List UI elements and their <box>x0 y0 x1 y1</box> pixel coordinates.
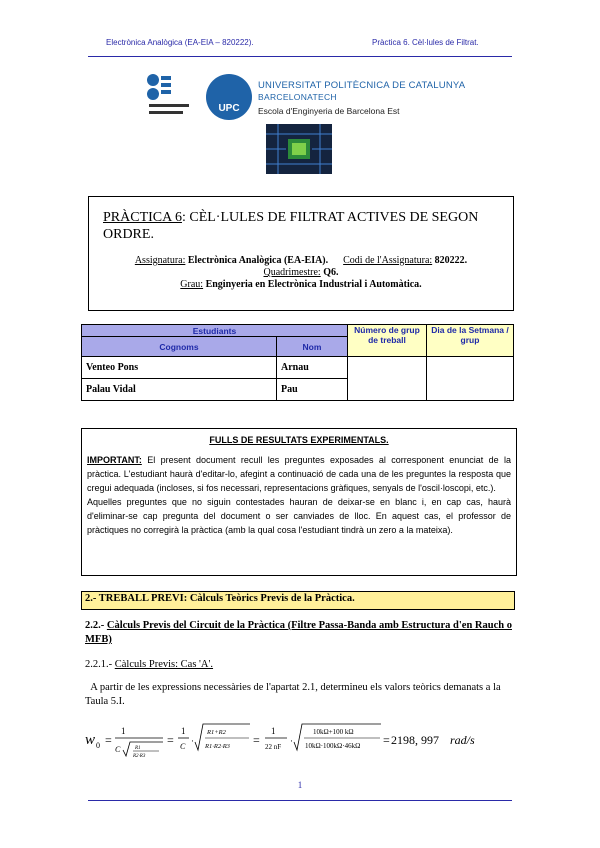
formula-unit: rad/s <box>450 733 475 747</box>
page-number: 1 <box>297 780 303 790</box>
degree-value: Enginyeria en Electrònica Industrial i Automàtica. <box>205 279 422 290</box>
svg-text:=: = <box>253 733 260 747</box>
instruction-paragraph <box>85 681 515 709</box>
omega-formula <box>85 718 515 764</box>
important-text: El present document recull les preguntes exposades al corresponent enunciat de la pràctica. L'estudiant haurà d'editar-lo, afegint a continuació de cada una de les preguntes la resposta que cregui adequada (incloses, si fos necessari, representacions gràfiques, senyals de l'oscil·loscopi, etc.). <box>87 455 511 493</box>
row1-nom: Arnau <box>277 357 348 379</box>
formula-c-b: C <box>180 742 186 751</box>
semester-label: Quadrimestre: <box>263 267 321 278</box>
svg-text:=: = <box>167 733 174 747</box>
formula-one-c: 1 <box>271 726 276 736</box>
formula-sub: 0 <box>96 741 100 750</box>
title-box <box>88 196 514 311</box>
school-name: Escola d'Enginyeria de Barcelona Est <box>258 106 400 116</box>
header-dia: Dia de la Setmana / grup <box>427 325 514 357</box>
results-box <box>81 428 517 576</box>
students-table <box>81 324 514 401</box>
formula-one-a: 1 <box>121 726 126 736</box>
practice-label: PRÀCTICA 6 <box>103 210 182 225</box>
grup-cell[interactable] <box>348 357 427 401</box>
instruction-text: A partir de les expressions necessàries de l'apartat 2.1, determineu els valors teòrics demanats a la Taula 5.I. <box>85 682 501 707</box>
degree-line <box>89 279 513 290</box>
header-cognoms: Cognoms <box>82 337 277 357</box>
subject-value: Electrònica Analògica (EA-EIA). <box>187 255 329 266</box>
results-title: FULLS DE RESULTATS EXPERIMENTALS. <box>209 435 389 445</box>
subsection-title: Càlculs Previs del Circuit de la Pràctica (Filtre Passa-Banda amb Estructura d'en Rauch o MFB) <box>85 620 512 645</box>
subsubsection-title: Càlculs Previs: Cas 'A'. <box>114 659 214 670</box>
practice-title: PRÀCTICA 6: CÈL·LULES DE FILTRAT ACTIVES DE SEGON ORDRE. <box>103 210 479 242</box>
svg-text:·: · <box>290 736 293 746</box>
semester-line <box>89 267 513 278</box>
formula-c-a: C <box>115 745 121 754</box>
svg-text:=: = <box>105 733 112 747</box>
row1-cognoms: Venteo Pons <box>82 357 277 379</box>
formula-den-val: 10kΩ·100kΩ·46kΩ <box>305 742 361 750</box>
formula-r1r2r3: R1·R2·R3 <box>205 743 230 750</box>
university-subname: BARCELONATECH <box>258 92 337 102</box>
subsection-2-2-1 <box>85 659 213 670</box>
footer-rule <box>88 800 512 801</box>
formula-one-b: 1 <box>181 726 186 736</box>
header-rule <box>88 56 512 57</box>
svg-text:=: = <box>383 733 390 747</box>
svg-text:R2·R3: R2·R3 <box>133 754 146 759</box>
subject-line <box>89 255 513 266</box>
header-right: Pràctica 6. Cèl·lules de Filtrat. <box>372 38 479 47</box>
section-title: 2.- TREBALL PREVI: Càlculs Teòrics Previs de la Pràctica. <box>85 593 355 604</box>
important-label: IMPORTANT: <box>87 455 142 465</box>
upc-badge: UPC <box>218 103 240 114</box>
university-name: UNIVERSITAT POLITÈCNICA DE CATALUNYA <box>258 80 466 91</box>
results-body <box>87 453 511 537</box>
section-bar <box>81 591 515 610</box>
school-logo <box>145 72 205 120</box>
header-estudiants: Estudiants <box>82 325 348 337</box>
subject-label: Assignatura: <box>134 255 186 266</box>
formula-lhs: w <box>85 732 96 748</box>
subsection-num: 2.2.- <box>85 620 105 631</box>
practice-heading: CÈL·LULES DE FILTRAT ACTIVES DE SEGON ORDRE. <box>103 210 479 242</box>
formula-r1r2: R1+R2 <box>207 729 226 736</box>
code-value: 820222. <box>434 255 468 266</box>
dia-cell[interactable] <box>427 357 514 401</box>
row2-cognoms: Palau Vidal <box>82 379 277 401</box>
subsubsection-num: 2.2.1.- <box>85 659 113 670</box>
header-left: Electrònica Analògica (EA-EIA – 820222). <box>106 38 254 47</box>
subsection-2-2 <box>85 619 515 647</box>
circuit-chip-image <box>266 124 332 174</box>
formula-c-val: 22 nF <box>265 743 282 751</box>
semester-value: Q6. <box>323 267 339 278</box>
results-text2: Aquelles preguntes que no siguin contestades hauran de deixar-se en blanc i, en cap cas, haurà d'eliminar-se cap pregunta del document o ser canviades de lloc. En aquest cas, el professor de pràctiques no corregirà la pràctica (amb la qual cosa l'estudiant tindrà un zero a la mateixa). <box>87 497 511 535</box>
degree-label: Grau: <box>180 279 204 290</box>
svg-text:R1: R1 <box>135 746 141 751</box>
row2-nom: Pau <box>277 379 348 401</box>
formula-result: 2198, 997 <box>391 733 439 747</box>
svg-text:·: · <box>191 736 194 746</box>
header-nom: Nom <box>277 337 348 357</box>
header-grup: Número de grup de treball <box>348 325 427 357</box>
formula-num-val: 10kΩ+100 kΩ <box>313 728 354 736</box>
upc-logo <box>206 74 252 120</box>
code-label: Codi de l'Assignatura: <box>343 255 433 266</box>
